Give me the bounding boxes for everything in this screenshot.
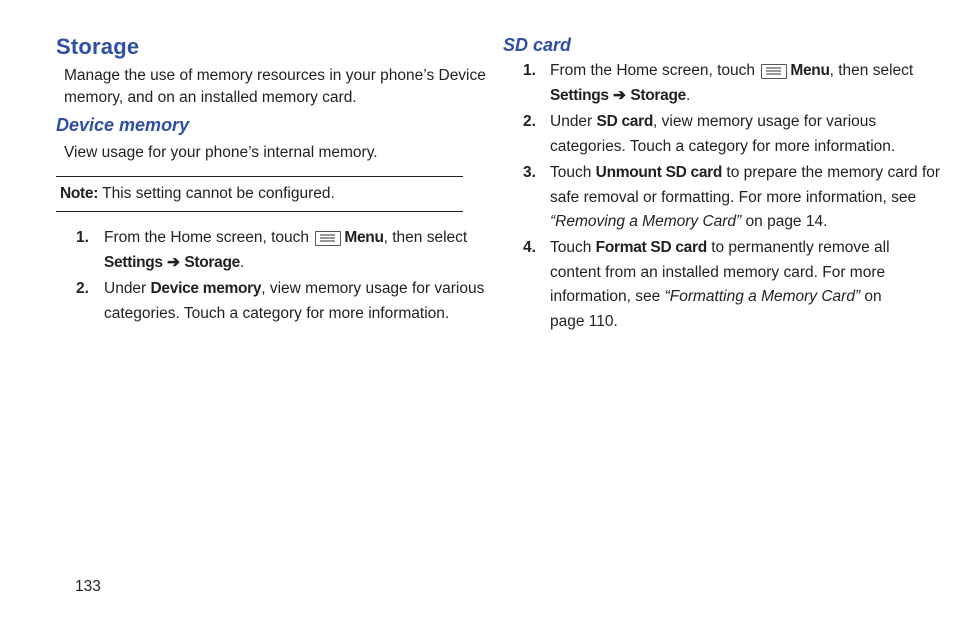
sd-card-label: SD card [596, 113, 654, 130]
note-label: Note: [60, 185, 99, 202]
menu-icon [315, 231, 341, 246]
device-memory-heading: Device memory [56, 115, 190, 135]
device-memory-description: View usage for your phone’s internal memory. [64, 144, 378, 161]
storage-label: Storage [184, 253, 240, 271]
sd-card-heading: SD card [503, 35, 572, 55]
step-number: 2. [523, 113, 536, 130]
note-box [56, 176, 463, 212]
page-number: 133 [75, 578, 101, 595]
arrow-icon: ➔ [162, 253, 185, 271]
sd-step-2: 2. Under SD card, view memory usage for various categories. Touch a category for more information. [523, 110, 923, 160]
sd-step-4: 4. Touch Format SD card to permanently remove all content from an installed memory card. For more information, see “Formatting a Memory Card” on page 110. [523, 236, 923, 336]
format-sd-card-label: Format SD card [595, 239, 707, 256]
step-number: 4. [523, 239, 536, 256]
storage-label: Storage [630, 86, 686, 104]
step-number: 1. [76, 229, 89, 246]
sd-step-1: 1. From the Home screen, touch Menu, then select Settings ➔ Storage. [523, 59, 923, 109]
note-text: This setting cannot be configured. [98, 185, 335, 202]
sd-step-3: 3. Touch Unmount SD card to prepare the memory card for safe removal or formatting. For more information, see “Removing a Memory Card” on page 14. [523, 161, 923, 235]
device-step-1: 1. From the Home screen, touch Menu, then select Settings ➔ Storage. [76, 226, 466, 276]
page-title: Storage [56, 34, 140, 59]
cross-reference: “Formatting a Memory Card” [664, 288, 861, 305]
cross-reference: “Removing a Memory Card” [550, 213, 742, 230]
settings-label: Settings [104, 253, 163, 271]
step-number: 2. [76, 280, 89, 297]
device-memory-label: Device memory [150, 280, 262, 297]
menu-label: Menu [790, 62, 830, 79]
unmount-sd-card-label: Unmount SD card [595, 164, 723, 181]
arrow-icon: ➔ [608, 86, 631, 104]
storage-intro: Manage the use of memory resources in your phone’s Device memory, and on an installed memory card. [64, 67, 486, 106]
step-number: 3. [523, 164, 536, 181]
settings-label: Settings [550, 86, 609, 104]
step-number: 1. [523, 62, 536, 79]
menu-icon [761, 64, 787, 79]
menu-label: Menu [344, 229, 384, 246]
device-step-2: 2. Under Device memory, view memory usage for various categories. Touch a category for more information. [76, 277, 466, 327]
